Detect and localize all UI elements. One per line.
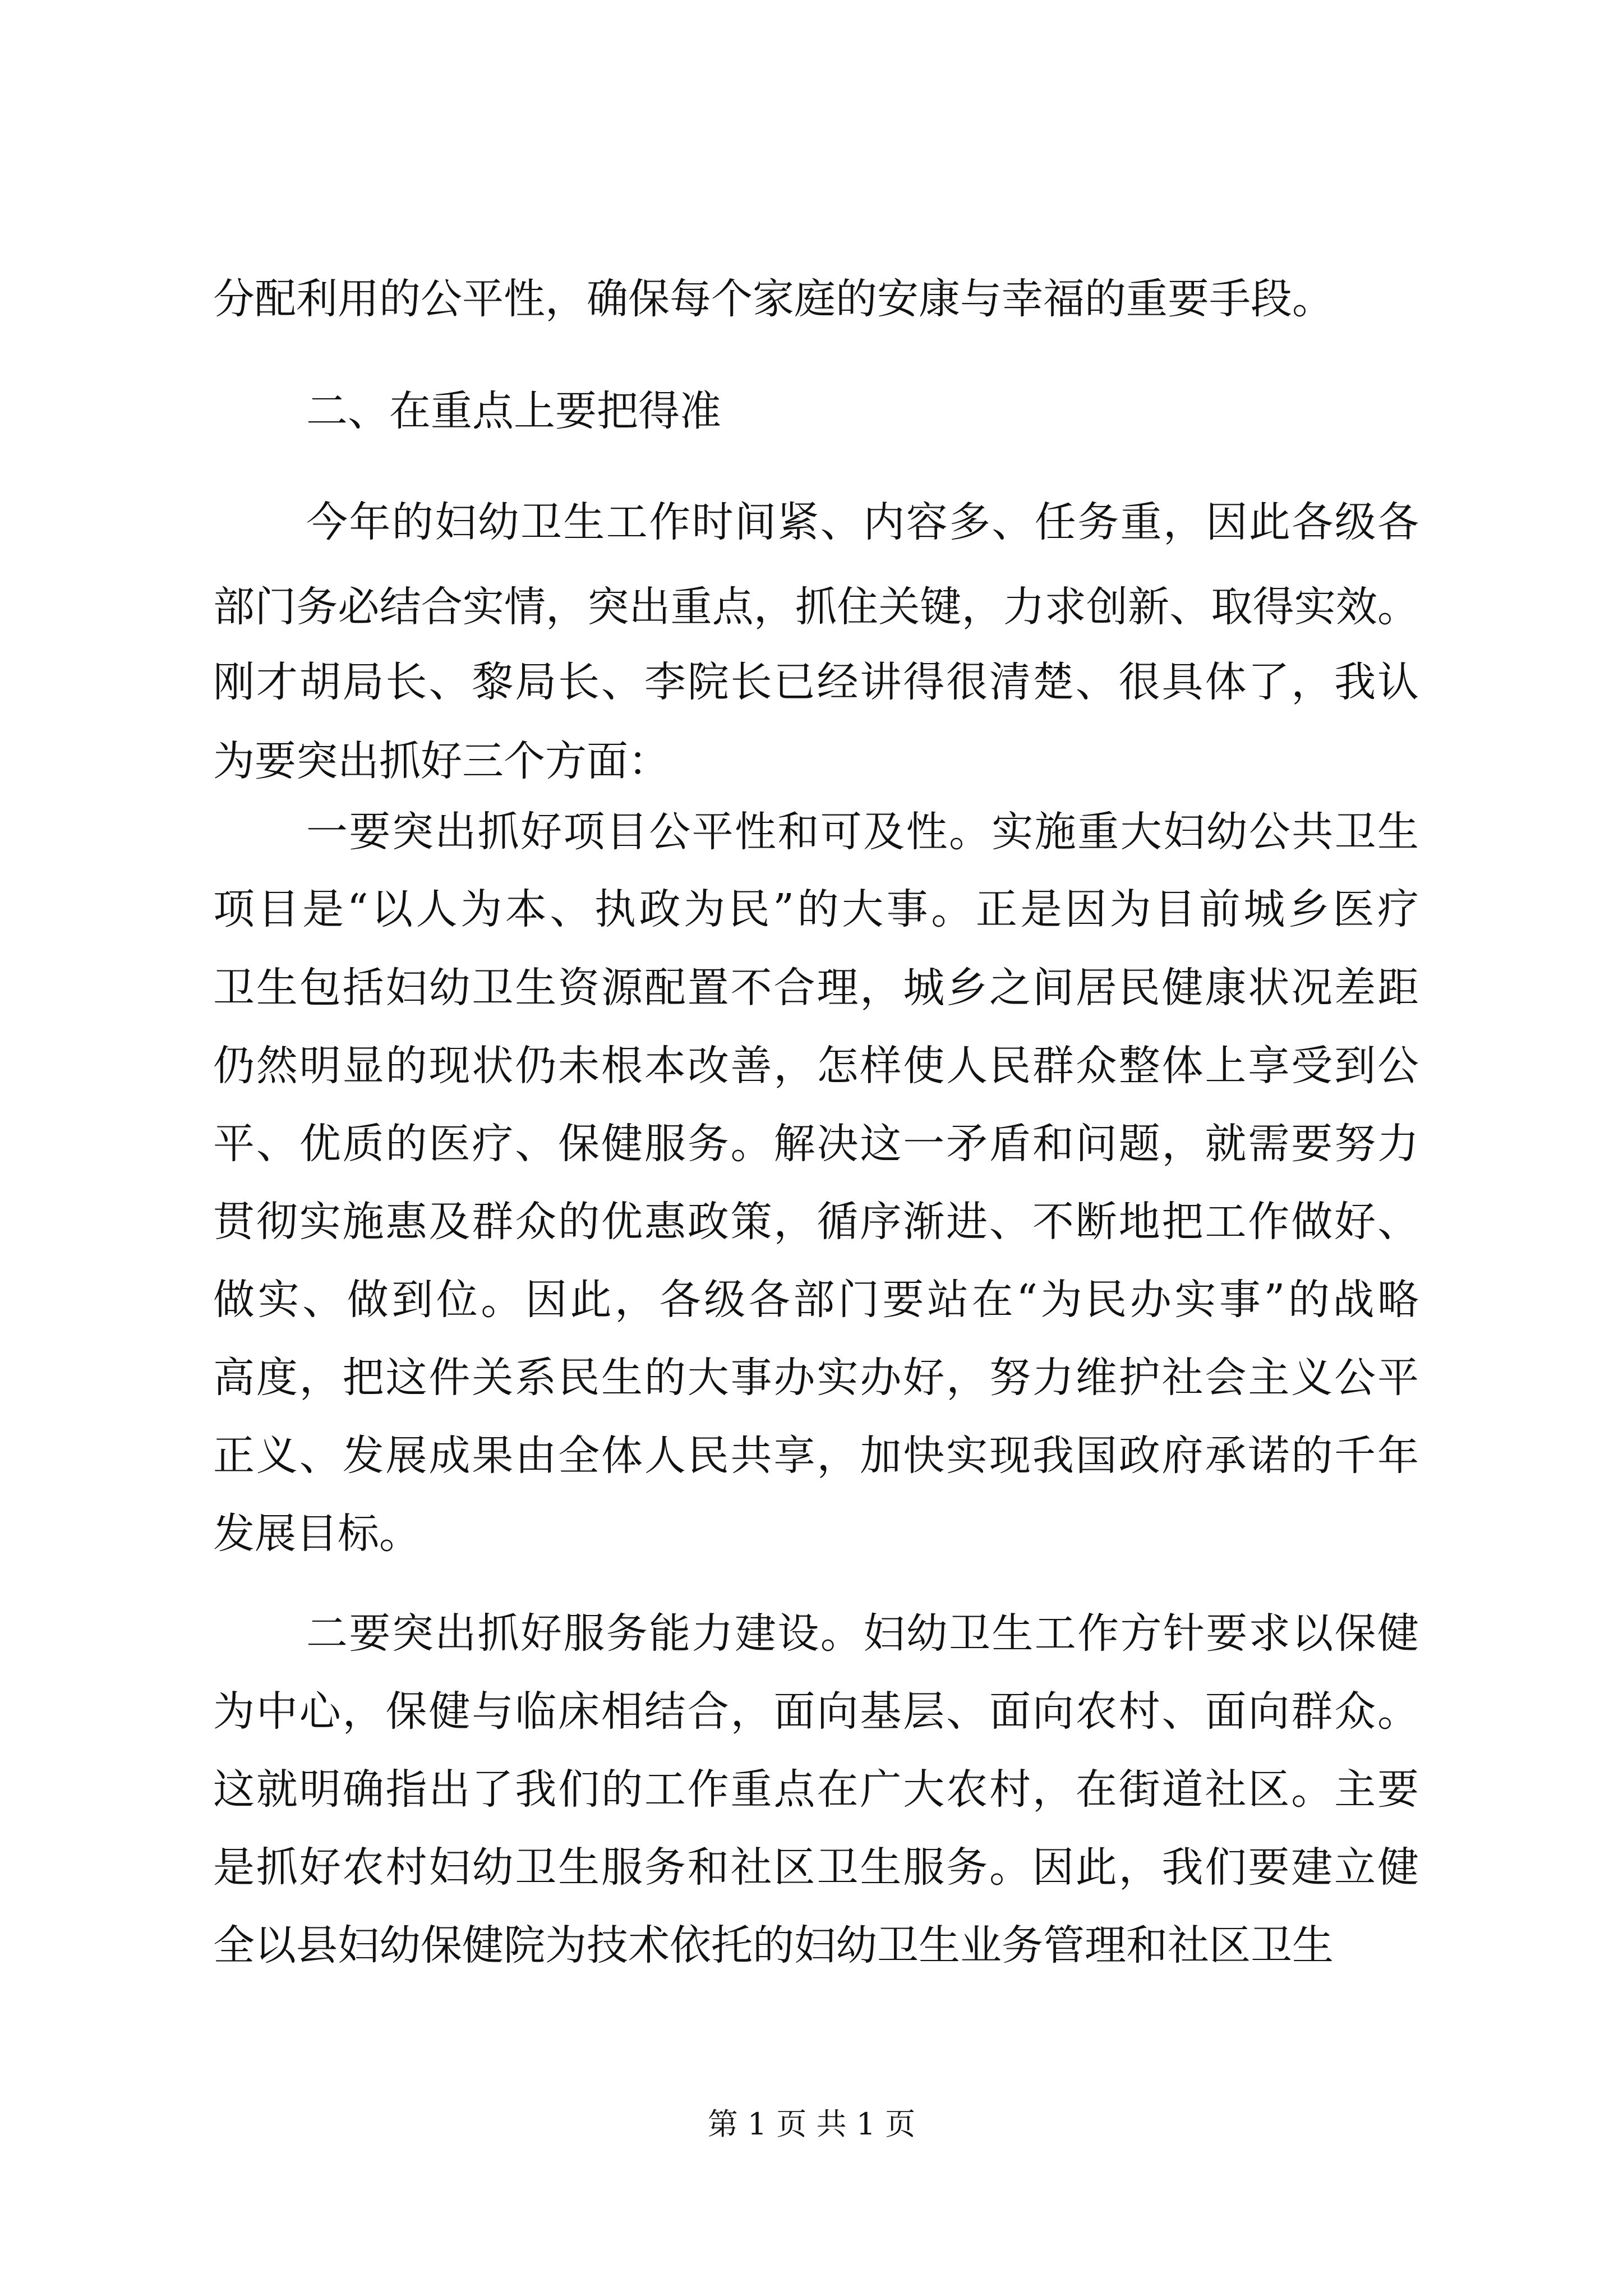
text-line: 项目是“以人为本、执政为民”的大事。正是因为目前城乡医疗 [213, 885, 1419, 933]
text-line: 卫生包括妇幼卫生资源配置不合理，城乡之间居民健康状况差距 [213, 964, 1419, 1012]
text-line: 今年的妇幼卫生工作时间紧、内容多、任务重，因此各级各 [306, 498, 1419, 546]
text-line: 正义、发展成果由全体人民共享，加快实现我国政府承诺的千年 [213, 1432, 1419, 1480]
text-line: 是抓好农村妇幼卫生服务和社区卫生服务。因此，我们要建立健 [213, 1843, 1419, 1892]
text-line: 二要突出抓好服务能力建设。妇幼卫生工作方针要求以保健 [306, 1609, 1419, 1658]
section-heading: 二、在重点上要把得准 [306, 387, 721, 435]
text-line: 分配利用的公平性，确保每个家庭的安康与幸福的重要手段。 [213, 275, 1334, 323]
text-line: 为要突出抓好三个方面： [213, 737, 670, 785]
text-line: 贯彻实施惠及群众的优惠政策，循序渐进、不断地把工作做好、 [213, 1198, 1419, 1246]
text-line: 一要突出抓好项目公平性和可及性。实施重大妇幼公共卫生 [306, 808, 1419, 856]
text-line: 仍然明显的现状仍未根本改善，怎样使人民群众整体上享受到公 [213, 1042, 1419, 1090]
text-line: 为中心，保健与临床相结合，面向基层、面向农村、面向群众。 [213, 1687, 1419, 1736]
text-line: 刚才胡局长、黎局长、李院长已经讲得很清楚、很具体了，我认 [213, 658, 1419, 706]
text-line: 高度，把这件关系民生的大事办实办好，努力维护社会主义公平 [213, 1354, 1419, 1402]
text-line: 做实、做到位。因此，各级各部门要站在“为民办实事”的战略 [213, 1276, 1419, 1324]
text-line: 全以县妇幼保健院为技术依托的妇幼卫生业务管理和社区卫生 [213, 1921, 1334, 1970]
text-line: 发展目标。 [213, 1510, 421, 1558]
text-line: 平、优质的医疗、保健服务。解决这一矛盾和问题，就需要努力 [213, 1120, 1419, 1168]
text-line: 这就明确指出了我们的工作重点在广大农村，在街道社区。主要 [213, 1765, 1419, 1814]
text-line: 部门务必结合实情，突出重点，抓住关键，力求创新、取得实效。 [213, 583, 1419, 631]
page-number-footer: 第 1 页 共 1 页 [707, 2106, 916, 2142]
